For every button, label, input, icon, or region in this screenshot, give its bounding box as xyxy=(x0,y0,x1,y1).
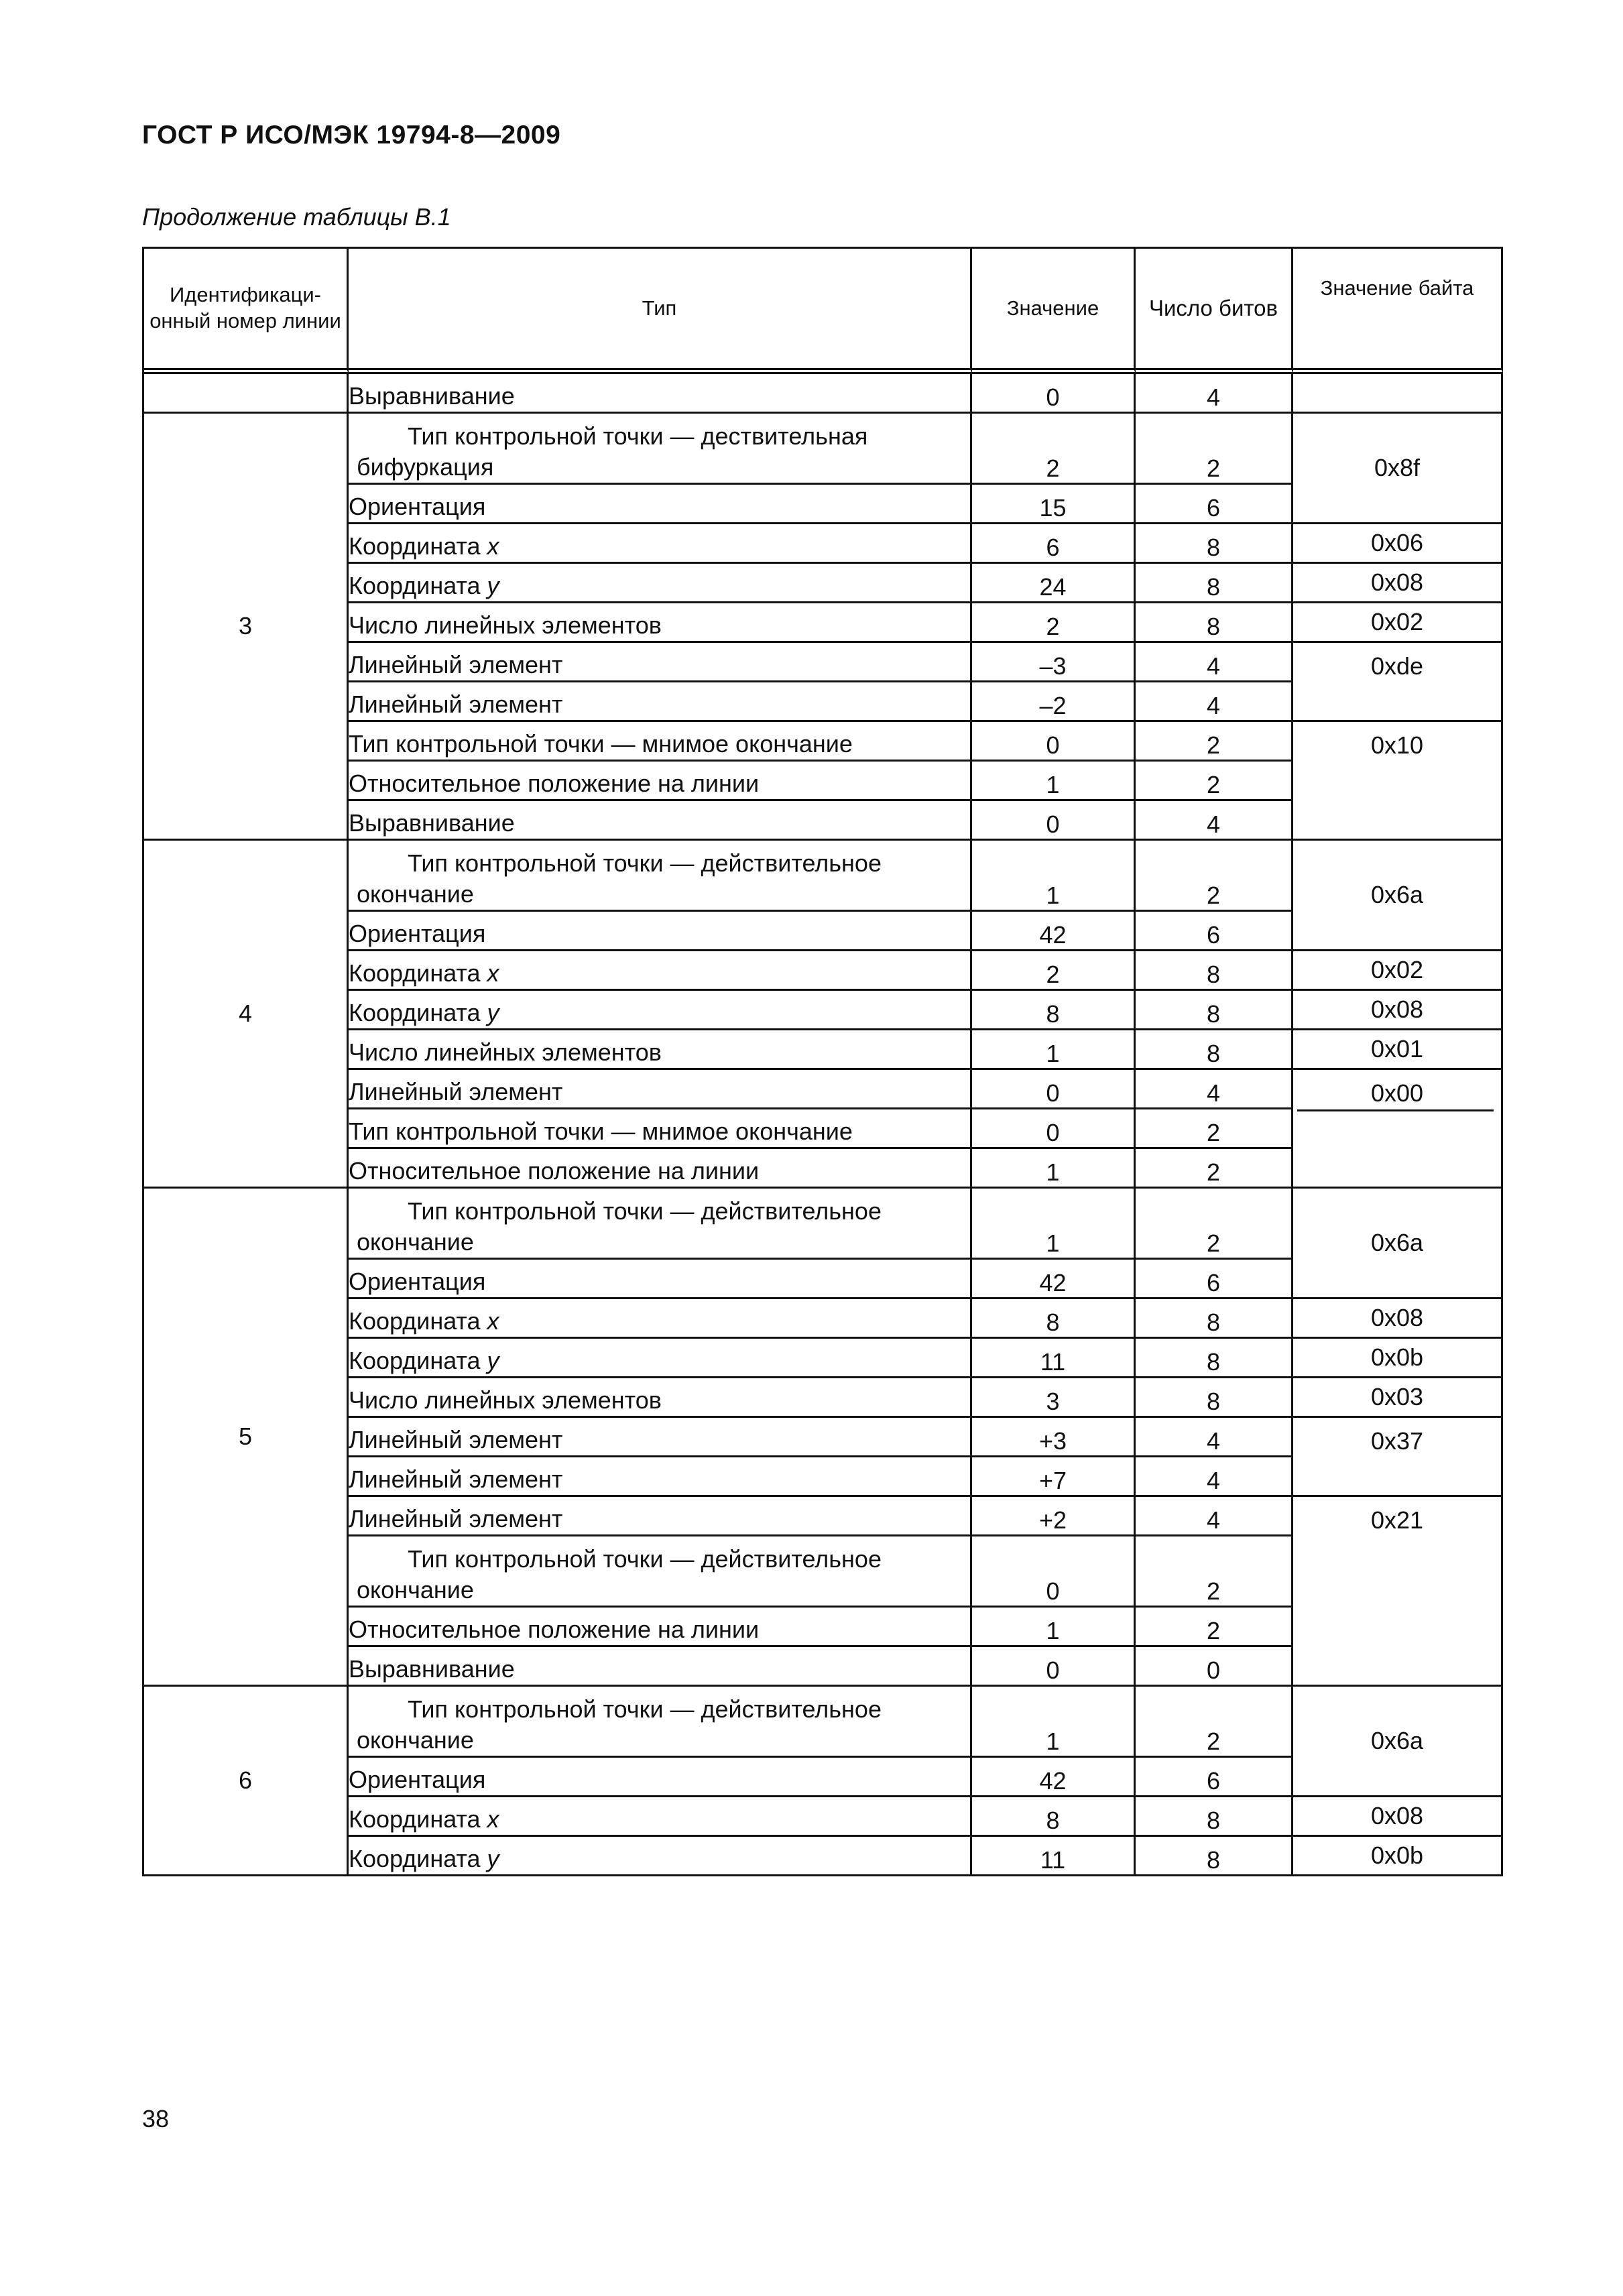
value-cell: 6 xyxy=(972,524,1136,564)
table-row xyxy=(144,1339,1503,1378)
value-cell: +3 xyxy=(972,1418,1136,1457)
byte-value-cell: 0x0b xyxy=(1293,1339,1503,1378)
value-cell: 0 xyxy=(972,1070,1136,1109)
bits-cell: 8 xyxy=(1136,1030,1293,1070)
byte-value-cell: 0x6a xyxy=(1293,841,1503,951)
bits-cell: 4 xyxy=(1136,1497,1293,1536)
table-row xyxy=(144,603,1503,643)
value-cell: 1 xyxy=(972,1030,1136,1070)
table-row xyxy=(144,1837,1503,1876)
value-cell: 1 xyxy=(972,841,1136,912)
type-cell: Тип контрольной точки — дествительная бифуркация xyxy=(349,414,972,485)
bits-cell: 2 xyxy=(1136,1149,1293,1189)
type-cell: Выравнивание xyxy=(349,801,972,841)
bits-cell: 2 xyxy=(1136,722,1293,762)
type-cell: Тип контрольной точки — мнимое окончание xyxy=(349,722,972,762)
value-cell: 1 xyxy=(972,762,1136,801)
bits-cell: 2 xyxy=(1136,1189,1293,1260)
page-number: 38 xyxy=(142,2105,170,2132)
col-header-byte-value: Значение байта xyxy=(1293,249,1503,374)
bits-cell: 4 xyxy=(1136,1070,1293,1109)
byte-value-cell: 0x02 xyxy=(1293,951,1503,991)
byte-value-cell: 0x08 xyxy=(1293,1299,1503,1339)
coordinate-axis-letter: x xyxy=(487,1307,499,1335)
table-row xyxy=(144,1070,1503,1109)
line-id-cell: 6 xyxy=(144,1687,349,1876)
type-cell: Тип контрольной точки — действительное окончание xyxy=(349,841,972,912)
coordinate-axis-letter: x xyxy=(487,532,499,560)
table-row xyxy=(144,564,1503,603)
bits-cell: 4 xyxy=(1136,1418,1293,1457)
bits-cell: 6 xyxy=(1136,1260,1293,1299)
bits-cell: 8 xyxy=(1136,1299,1293,1339)
byte-value-cell: 0x03 xyxy=(1293,1378,1503,1418)
bits-cell: 2 xyxy=(1136,1109,1293,1149)
table-row xyxy=(144,1378,1503,1418)
type-cell: Координата x xyxy=(349,1299,972,1339)
coordinate-axis-letter: y xyxy=(487,1844,499,1872)
line-id-cell: 5 xyxy=(144,1189,349,1687)
value-cell: 0 xyxy=(972,1109,1136,1149)
type-cell: Выравнивание xyxy=(349,1647,972,1687)
value-cell: 1 xyxy=(972,1608,1136,1647)
value-cell: –3 xyxy=(972,643,1136,682)
byte-value-cell: 0x00 xyxy=(1293,1070,1503,1189)
byte-value-cell: 0x21 xyxy=(1293,1497,1503,1687)
bits-cell: 4 xyxy=(1136,682,1293,722)
type-cell: Линейный элемент xyxy=(349,682,972,722)
bits-cell: 8 xyxy=(1136,1378,1293,1418)
value-cell: +7 xyxy=(972,1457,1136,1497)
value-cell: 0 xyxy=(972,1536,1136,1608)
type-cell: Координата x xyxy=(349,951,972,991)
type-cell: Число линейных элементов xyxy=(349,1030,972,1070)
line-id-cell: 4 xyxy=(144,841,349,1189)
type-cell: Относительное положение на линии xyxy=(349,762,972,801)
line-id-cell xyxy=(144,374,349,414)
byte-value-cell: 0x08 xyxy=(1293,1797,1503,1837)
type-cell xyxy=(349,524,972,564)
value-cell: 24 xyxy=(972,564,1136,603)
col-header-value: Значение xyxy=(972,249,1136,374)
value-cell: 1 xyxy=(972,1189,1136,1260)
value-cell: 1 xyxy=(972,1149,1136,1189)
table-row xyxy=(144,1687,1503,1758)
byte-value-cell xyxy=(1293,374,1503,414)
table-row xyxy=(144,1497,1503,1536)
table-row xyxy=(144,991,1503,1030)
type-cell: Координата y xyxy=(349,1837,972,1876)
bits-cell: 2 xyxy=(1136,1687,1293,1758)
bits-cell: 8 xyxy=(1136,991,1293,1030)
value-cell: 42 xyxy=(972,912,1136,951)
value-cell: 8 xyxy=(972,991,1136,1030)
table-row xyxy=(144,1299,1503,1339)
byte-value-cell: 0x10 xyxy=(1293,722,1503,841)
bits-cell: 8 xyxy=(1136,564,1293,603)
byte-value-cell: 0x08 xyxy=(1293,991,1503,1030)
type-cell: Ориентация xyxy=(349,485,972,524)
type-cell: Число линейных элементов xyxy=(349,1378,972,1418)
byte-value-cell: 0x8f xyxy=(1293,414,1503,524)
value-cell: 2 xyxy=(972,951,1136,991)
table-row xyxy=(144,1189,1503,1260)
value-cell: –2 xyxy=(972,682,1136,722)
byte-value-cell: 0x02 xyxy=(1293,603,1503,643)
coordinate-axis-letter: x xyxy=(487,959,499,987)
byte-value-cell: 0x06 xyxy=(1293,524,1503,564)
bits-cell: 2 xyxy=(1136,841,1293,912)
type-cell: Тип контрольной точки — действительное окончание xyxy=(349,1536,972,1608)
table-row xyxy=(144,841,1503,912)
bits-cell: 6 xyxy=(1136,1758,1293,1797)
type-cell: Координата x xyxy=(349,1797,972,1837)
bits-cell: 8 xyxy=(1136,603,1293,643)
table-row xyxy=(144,374,1503,414)
bits-cell: 8 xyxy=(1136,1797,1293,1837)
value-cell: 42 xyxy=(972,1758,1136,1797)
table-row xyxy=(144,414,1503,485)
col-header-line-id: Идентификаци-онный номер линии xyxy=(144,249,349,374)
type-cell: Тип контрольной точки — действительное окончание xyxy=(349,1189,972,1260)
table-row xyxy=(144,1418,1503,1457)
bits-cell: 0 xyxy=(1136,1647,1293,1687)
document-header: ГОСТ Р ИСО/МЭК 19794-8—2009 xyxy=(142,121,561,149)
type-cell: Линейный элемент xyxy=(349,643,972,682)
byte-value-cell: 0x6a xyxy=(1293,1687,1503,1797)
table-caption: Продолжение таблицы В.1 xyxy=(142,203,451,231)
col-header-bits: Число битов xyxy=(1136,249,1293,374)
value-cell: 0 xyxy=(972,722,1136,762)
value-cell: 3 xyxy=(972,1378,1136,1418)
table-row xyxy=(144,643,1503,682)
value-cell: +2 xyxy=(972,1497,1136,1536)
value-cell: 15 xyxy=(972,485,1136,524)
bits-cell: 6 xyxy=(1136,912,1293,951)
bits-cell: 2 xyxy=(1136,1608,1293,1647)
type-cell: Относительное положение на линии xyxy=(349,1608,972,1647)
table-row xyxy=(144,951,1503,991)
byte-value-cell: 0x01 xyxy=(1293,1030,1503,1070)
type-cell: Линейный элемент xyxy=(349,1497,972,1536)
type-cell: Линейный элемент xyxy=(349,1457,972,1497)
coordinate-axis-letter: x xyxy=(487,1805,499,1833)
value-cell: 0 xyxy=(972,1647,1136,1687)
type-cell: Координата y xyxy=(349,991,972,1030)
type-cell: Линейный элемент xyxy=(349,1070,972,1109)
value-cell: 0 xyxy=(972,801,1136,841)
table-row xyxy=(144,1797,1503,1837)
type-cell: Относительное положение на линии xyxy=(349,1149,972,1189)
value-cell: 42 xyxy=(972,1260,1136,1299)
type-cell: Координата y xyxy=(349,564,972,603)
byte-value-cell: 0x0b xyxy=(1293,1837,1503,1876)
byte-value-cell: 0x6a xyxy=(1293,1189,1503,1299)
value-cell: 11 xyxy=(972,1339,1136,1378)
bits-cell: 8 xyxy=(1136,951,1293,991)
value-cell: 2 xyxy=(972,603,1136,643)
type-cell: Ориентация xyxy=(349,1758,972,1797)
bits-cell: 8 xyxy=(1136,1837,1293,1876)
byte-value-cell: 0x08 xyxy=(1293,564,1503,603)
type-cell: Линейный элемент xyxy=(349,1418,972,1457)
bits-cell: 4 xyxy=(1136,643,1293,682)
table-row xyxy=(144,722,1503,762)
type-cell: Координата y xyxy=(349,1339,972,1378)
bits-cell: 8 xyxy=(1136,1339,1293,1378)
type-cell: Ориентация xyxy=(349,1260,972,1299)
value-cell: 8 xyxy=(972,1797,1136,1837)
bits-cell: 4 xyxy=(1136,374,1293,414)
bits-cell: 4 xyxy=(1136,1457,1293,1497)
col-header-type: Тип xyxy=(349,249,972,374)
table-header-row xyxy=(144,249,1503,374)
value-cell: 1 xyxy=(972,1687,1136,1758)
value-cell: 8 xyxy=(972,1299,1136,1339)
table-row xyxy=(144,1030,1503,1070)
data-table xyxy=(142,247,1503,1876)
byte-value-cell: 0x37 xyxy=(1293,1418,1503,1497)
bits-cell: 2 xyxy=(1136,1536,1293,1608)
table-row xyxy=(144,524,1503,564)
coordinate-axis-letter: y xyxy=(487,1346,499,1374)
bits-cell: 4 xyxy=(1136,801,1293,841)
type-cell: Выравнивание xyxy=(349,374,972,414)
coordinate-axis-letter: y xyxy=(487,571,499,599)
stray-rule-line xyxy=(1297,1109,1494,1111)
byte-value-cell: 0xde xyxy=(1293,643,1503,722)
type-cell: Тип контрольной точки — мнимое окончание xyxy=(349,1109,972,1149)
type-text: Координата x xyxy=(349,532,499,560)
type-cell: Тип контрольной точки — действительное окончание xyxy=(349,1687,972,1758)
type-cell: Число линейных элементов xyxy=(349,603,972,643)
value-cell: 0 xyxy=(972,374,1136,414)
bits-cell: 2 xyxy=(1136,414,1293,485)
value-cell: 11 xyxy=(972,1837,1136,1876)
coordinate-axis-letter: y xyxy=(487,998,499,1026)
value-cell: 2 xyxy=(972,414,1136,485)
bits-cell: 8 xyxy=(1136,524,1293,564)
bits-cell: 2 xyxy=(1136,762,1293,801)
bits-cell: 6 xyxy=(1136,485,1293,524)
type-cell: Ориентация xyxy=(349,912,972,951)
line-id-cell: 3 xyxy=(144,414,349,841)
